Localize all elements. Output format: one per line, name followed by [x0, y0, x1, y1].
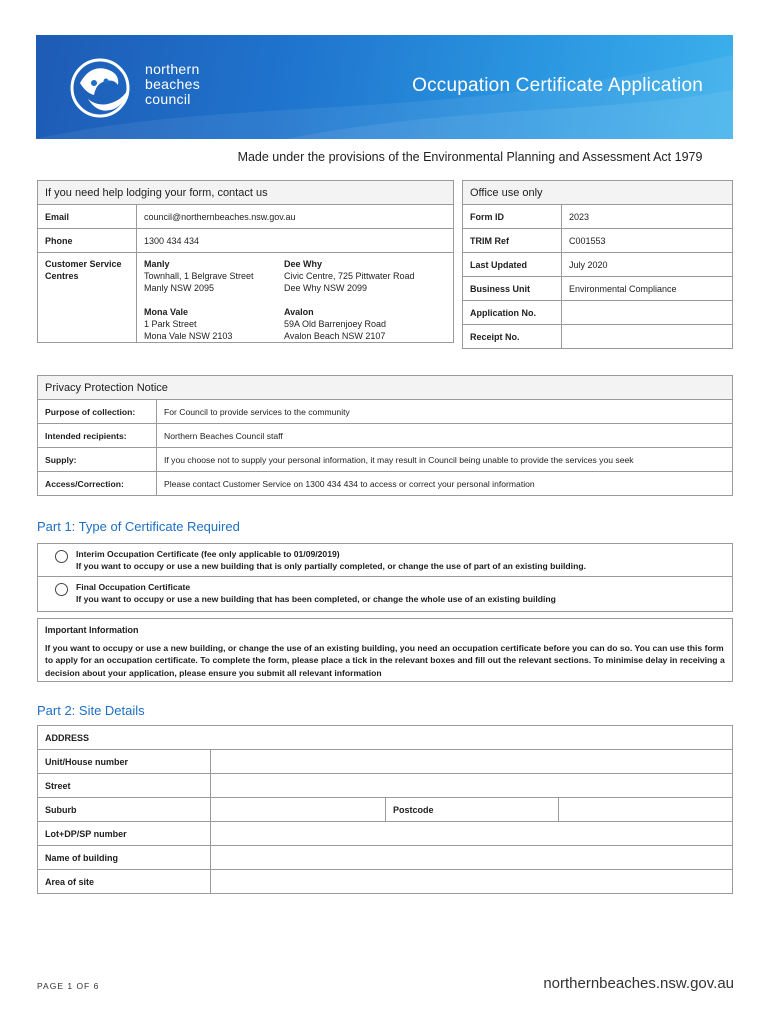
centre-manly [144, 258, 270, 294]
centre-avalon [284, 306, 446, 342]
option-title: Final Occupation Certificate [76, 582, 191, 592]
access-value: Please contact Customer Service on 1300 434 434 to access or correct your personal information [157, 472, 733, 496]
interim-option-text [76, 548, 586, 572]
postcode-input[interactable] [559, 798, 733, 822]
receipt-no-field[interactable] [562, 325, 733, 349]
business-unit-label: Business Unit [463, 277, 562, 301]
centre-column [277, 253, 454, 343]
unit-label: Unit/House number [38, 750, 211, 774]
option-description: If you want to occupy or use a new building that has been completed, or change the whole use of an existing building [76, 594, 556, 604]
centre-dee-why [284, 258, 446, 294]
supply-label: Supply: [38, 448, 157, 472]
trim-ref-label: TRIM Ref [463, 229, 562, 253]
application-no-field[interactable] [562, 301, 733, 325]
phone-value[interactable]: 1300 434 434 [137, 229, 454, 253]
email-value[interactable]: council@northernbeaches.nsw.gov.au [137, 205, 454, 229]
centre-address: Townhall, 1 Belgrave Street [144, 271, 254, 281]
form-id-value: 2023 [562, 205, 733, 229]
help-heading: If you need help lodging your form, contact us [38, 181, 454, 205]
council-logo-icon [66, 53, 146, 123]
recipients-value: Northern Beaches Council staff [157, 424, 733, 448]
phone-label: Phone [38, 229, 137, 253]
recipients-label: Intended recipients: [38, 424, 157, 448]
lot-input[interactable] [211, 822, 733, 846]
privacy-heading: Privacy Protection Notice [38, 376, 733, 400]
suburb-input[interactable] [211, 798, 386, 822]
document-title: Occupation Certificate Application [412, 75, 703, 96]
street-input[interactable] [211, 774, 733, 798]
brand-line: beaches [145, 76, 201, 92]
centre-name: Dee Why [284, 259, 323, 269]
header-banner [36, 35, 733, 139]
address-heading: ADDRESS [38, 726, 733, 750]
site-details-table [37, 725, 733, 894]
site-area-label: Area of site [38, 870, 211, 894]
help-contact-table [37, 180, 454, 343]
part1-title: Part 1: Type of Certificate Required [37, 519, 240, 534]
last-updated-value: July 2020 [562, 253, 733, 277]
street-label: Street [38, 774, 211, 798]
centre-address: Avalon Beach NSW 2107 [284, 331, 386, 341]
brand-line: northern [145, 61, 200, 77]
centre-column [137, 253, 278, 343]
website-url[interactable]: northernbeaches.nsw.gov.au [543, 975, 734, 992]
suburb-label: Suburb [38, 798, 211, 822]
info-text: If you want to occupy or use a new building, or change the use of an existing building, you need an occupation certificate before you can do so. You can use this form to apply for an occupation certificate. To complete the form, please place a tick in the relevant boxes and fill out the relevant sections. To minimise delay in receiving a decision about your application, please ensure you submit all relevant information [45, 642, 725, 678]
form-id-label: Form ID [463, 205, 562, 229]
option-description: If you want to occupy or use a new building that is only partially completed, or change the use of part of an existing building. [76, 561, 586, 571]
postcode-label: Postcode [386, 798, 559, 822]
brand-line: council [145, 91, 191, 107]
building-name-input[interactable] [211, 846, 733, 870]
lot-label: Lot+DP/SP number [38, 822, 211, 846]
office-heading: Office use only [463, 181, 733, 205]
part2-title: Part 2: Site Details [37, 703, 145, 718]
access-label: Access/Correction: [38, 472, 157, 496]
centre-address: Civic Centre, 725 Pittwater Road [284, 271, 415, 281]
site-area-input[interactable] [211, 870, 733, 894]
centre-address: Dee Why NSW 2099 [284, 283, 368, 293]
building-name-label: Name of building [38, 846, 211, 870]
unit-input[interactable] [211, 750, 733, 774]
supply-value: If you choose not to supply your personal information, it may result in Council being unable to provide the services you seek [157, 448, 733, 472]
centre-mona-vale [144, 306, 270, 342]
last-updated-label: Last Updated [463, 253, 562, 277]
office-use-table [462, 180, 733, 349]
centre-name: Mona Vale [144, 307, 189, 317]
purpose-value: For Council to provide services to the community [157, 400, 733, 424]
business-unit-value: Environmental Compliance [562, 277, 733, 301]
purpose-label: Purpose of collection: [38, 400, 157, 424]
centre-address: 1 Park Street [144, 319, 197, 329]
info-heading: Important Information [45, 625, 139, 635]
final-radio[interactable] [55, 583, 68, 596]
interim-radio[interactable] [55, 550, 68, 563]
brand-name [145, 62, 200, 107]
email-label: Email [38, 205, 137, 229]
interim-certificate-option[interactable] [37, 543, 733, 577]
legislation-subtitle: Made under the provisions of the Environmental Planning and Assessment Act 1979 [237, 150, 703, 164]
centre-name: Manly [144, 259, 170, 269]
final-certificate-option[interactable] [37, 577, 733, 612]
centre-address: Manly NSW 2095 [144, 283, 215, 293]
receipt-no-label: Receipt No. [463, 325, 562, 349]
important-information-box [37, 618, 733, 682]
centre-address: 59A Old Barrenjoey Road [284, 319, 387, 329]
centre-name: Avalon [284, 307, 314, 317]
option-title: Interim Occupation Certificate (fee only applicable to 01/09/2019) [76, 549, 340, 559]
trim-ref-value: C001553 [562, 229, 733, 253]
application-no-label: Application No. [463, 301, 562, 325]
centres-label: Customer Service Centres [38, 253, 137, 343]
privacy-notice-table [37, 375, 733, 496]
page-number: PAGE 1 OF 6 [37, 981, 100, 991]
centre-address: Mona Vale NSW 2103 [144, 331, 233, 341]
final-option-text [76, 581, 556, 605]
